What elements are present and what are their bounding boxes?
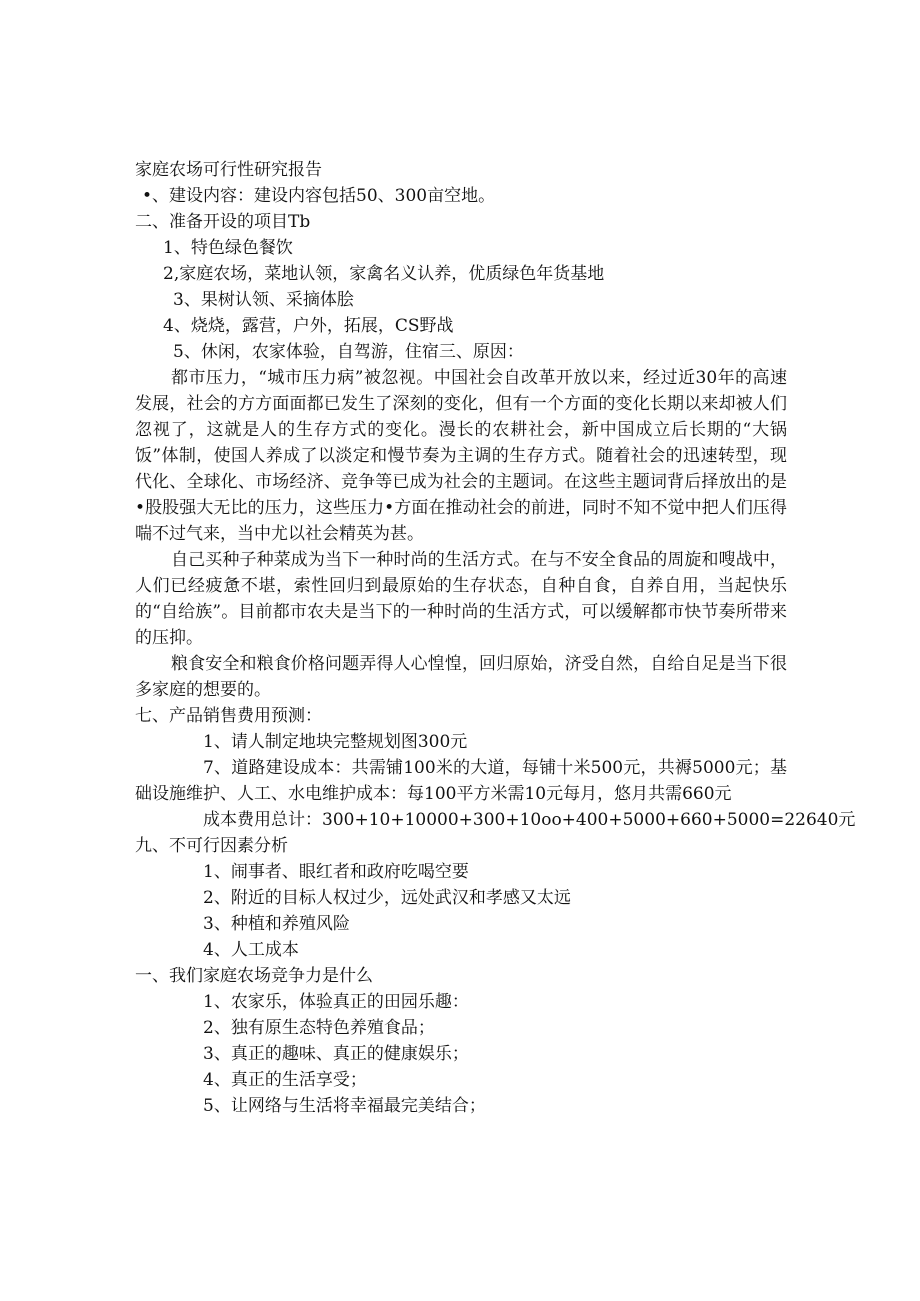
document-title: 家庭农场可行性研究报告 <box>135 160 322 180</box>
list-item: 4、人工成本 <box>203 940 299 960</box>
document-body <box>135 157 856 1119</box>
paragraph-urban-pressure: 都市压力，“城市压力病”被忽视。中国社会自改革开放以来，经过近30年的高速发展，社会的方方面面都已发生了深刻的变化，但有一个方面的变化长期以来却被人们忽视了，这就是人的生存方式的变化。漫长的农耕社会，新中国成立后长期的“大锅饭”体制，使国人养成了以淡定和慢节奏为主调的生存方式。随着社会的迅速转型，现代化、全球化、市场经济、竞争等已成为社会的主题词。在这些主题词背后择放出的是•股股强大无比的压力，这些压力•方面在推动社会的前进，同时不知不觉中把人们压得喘不过气来，当中尤以社会精英为甚。 <box>135 368 787 544</box>
section-heading-infeasible-factors: 九、不可行因素分析 <box>135 836 288 856</box>
list-item: 5、休闲，农家体验，自驾游，住宿三、原因： <box>173 342 524 362</box>
list-item: 4、真正的生活享受； <box>203 1070 367 1090</box>
paragraph-grow-vegetables: 自己买种子种菜成为当下一种时尚的生活方式。在与不安全食品的周旋和嗖战中，人们已经疲惫不堪，索性回归到最原始的生存状态，自种自食，自养自用，当起快乐的“自给族”。目前都市农夫是当下的一种时尚的生活方式，可以缓解都市快节奏所带来的压抑。 <box>135 550 787 648</box>
list-item: 2、独有原生态特色养殖食品； <box>203 1018 435 1038</box>
list-item: 2,家庭农场，菜地认领，家禽名义认养，优质绿色年货基地 <box>163 264 605 284</box>
section-heading-cost-forecast: 七、产品销售费用预测： <box>135 706 322 726</box>
list-item-construction: •、建设内容：建设内容包括50、300亩空地。 <box>142 186 496 206</box>
list-item: 2、附近的目标人权过少，远处武汉和孝感又太远 <box>203 888 571 908</box>
list-item: 3、真正的趣味、真正的健康娱乐； <box>203 1044 469 1064</box>
paragraph-food-safety: 粮食安全和粮食价格问题弄得人心惶惶，回归原始，济受自然，自给自足是当下很多家庭的想要的。 <box>135 654 787 700</box>
section-heading-competitiveness: 一、我们家庭农场竞争力是什么 <box>135 966 373 986</box>
list-item: 1、请人制定地块完整规划图300元 <box>203 732 468 752</box>
cost-total: 成本费用总计：300+10+10000+300+10oo+400+5000+660+5000=22640元 <box>203 810 856 830</box>
list-item: 4、烧烧，露营，户外，拓展，CS野战 <box>163 316 454 336</box>
list-item: 3、种植和养殖风险 <box>203 914 350 934</box>
list-item: 1、农家乐，体验真正的田园乐趣： <box>203 992 469 1012</box>
list-item: 5、让网络与生活将幸福最完美结合； <box>203 1096 486 1116</box>
list-item: 1、特色绿色餐饮 <box>163 238 293 258</box>
section-heading-projects: 二、准备开设的项目Tb <box>135 212 311 232</box>
list-item: 1、闹事者、眼红者和政府吃喝空要 <box>203 862 469 882</box>
list-item: 3、果树认领、采摘体脍 <box>173 290 354 310</box>
paragraph-road-cost: 7、道路建设成本：共需铺100米的大道，每铺十米500元，共褥5000元；基础设施维护、人工、水电维护成本：每100平方米需10元每月，悠月共需660元 <box>135 758 787 804</box>
